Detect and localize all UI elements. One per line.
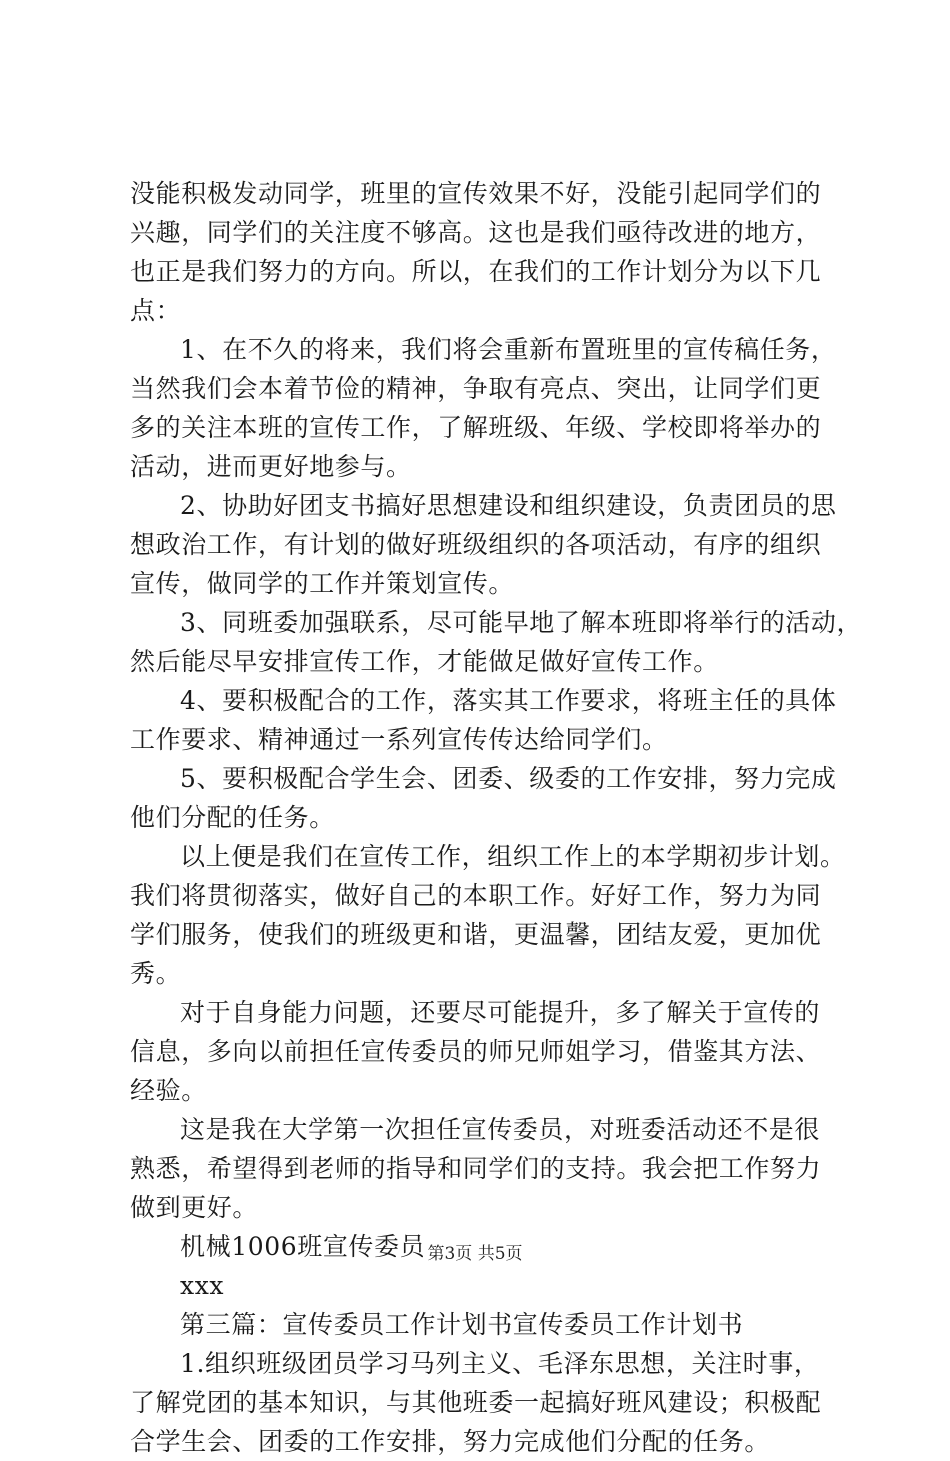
text-line: 当然我们会本着节俭的精神，争取有亮点、突出，让同学们更 bbox=[130, 374, 822, 403]
text-line: 以上便是我们在宣传工作，组织工作上的本学期初步计划。 bbox=[180, 842, 846, 871]
text-line: 第三篇：宣传委员工作计划书宣传委员工作计划书 bbox=[180, 1310, 744, 1339]
text-line: 了解党团的基本知识，与其他班委一起搞好班风建设；积极配 bbox=[130, 1388, 822, 1417]
text-line: 熟悉，希望得到老师的指导和同学们的支持。我会把工作努力 bbox=[130, 1154, 822, 1183]
text-line: 没能积极发动同学，班里的宣传效果不好，没能引起同学们的 bbox=[130, 179, 822, 208]
text-line: 兴趣，同学们的关注度不够高。这也是我们亟待改进的地方， bbox=[130, 218, 822, 247]
text-line: 3、同班委加强联系，尽可能早地了解本班即将举行的活动， bbox=[180, 608, 863, 637]
text-line: 机械1006班宣传委员 bbox=[180, 1232, 426, 1261]
text-line: 信息，多向以前担任宣传委员的师兄师姐学习，借鉴其方法、 bbox=[130, 1037, 822, 1066]
text-line: 合学生会、团委的工作安排，努力完成他们分配的任务。 bbox=[130, 1427, 771, 1456]
text-line: 我们将贯彻落实，做好自己的本职工作。好好工作，努力为同 bbox=[130, 881, 822, 910]
text-line: 经验。 bbox=[130, 1076, 207, 1105]
text-line: 这是我在大学第一次担任宣传委员，对班委活动还不是很 bbox=[180, 1115, 821, 1144]
text-line: 1、在不久的将来，我们将会重新布置班里的宣传稿任务， bbox=[180, 335, 837, 364]
document-body bbox=[130, 174, 863, 1461]
text-line: 4、要积极配合的工作，落实其工作要求，将班主任的具体 bbox=[180, 686, 837, 715]
text-line: 他们分配的任务。 bbox=[130, 803, 335, 832]
text-line: 宣传，做同学的工作并策划宣传。 bbox=[130, 569, 515, 598]
text-line: 想政治工作，有计划的做好班级组织的各项活动，有序的组织 bbox=[130, 530, 822, 559]
text-line: 然后能尽早安排宣传工作，才能做足做好宣传工作。 bbox=[130, 647, 719, 676]
text-line: 学们服务，使我们的班级更和谐，更温馨，团结友爱，更加优 bbox=[130, 920, 822, 949]
text-line: 也正是我们努力的方向。所以，在我们的工作计划分为以下几 bbox=[130, 257, 822, 286]
text-line: 秀。 bbox=[130, 959, 182, 988]
text-line: 5、要积极配合学生会、团委、级委的工作安排，努力完成 bbox=[180, 764, 837, 793]
text-line: xxx bbox=[180, 1271, 225, 1300]
text-line: 点： bbox=[130, 296, 182, 325]
text-line: 1.组织班级团员学习马列主义、毛泽东思想，关注时事， bbox=[180, 1349, 820, 1378]
text-line: 多的关注本班的宣传工作，了解班级、年级、学校即将举办的 bbox=[130, 413, 822, 442]
text-line: 工作要求、精神通过一系列宣传传达给同学们。 bbox=[130, 725, 668, 754]
text-line: 做到更好。 bbox=[130, 1193, 259, 1222]
text-line: 2、协助好团支书搞好思想建设和组织建设，负责团员的思 bbox=[180, 491, 837, 520]
text-line: 活动，进而更好地参与。 bbox=[130, 452, 412, 481]
text-line: 对于自身能力问题，还要尽可能提升，多了解关于宣传的 bbox=[180, 998, 821, 1027]
page-footer: 第3页 共5页 bbox=[427, 1244, 523, 1264]
